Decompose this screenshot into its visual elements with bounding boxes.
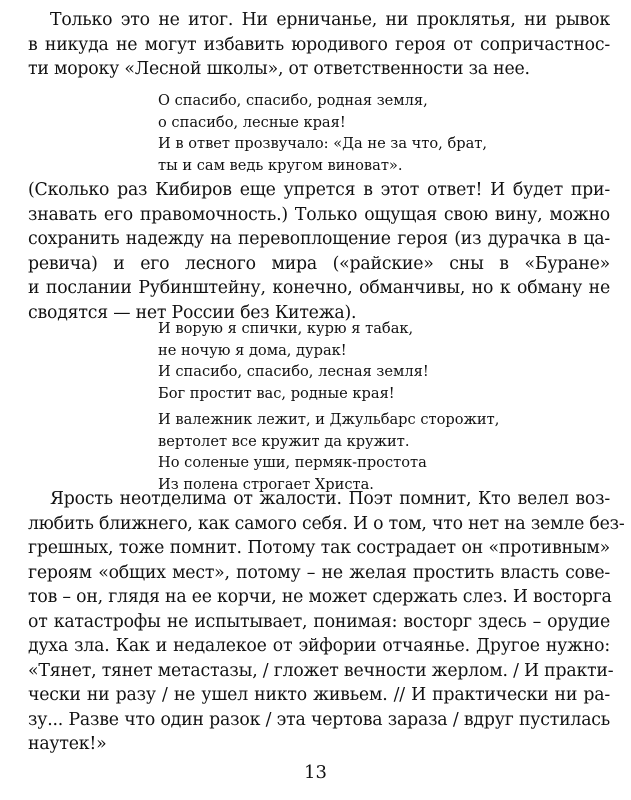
paragraph-line: грешных, тоже помнит. Потому так сострадает он «противным»: [28, 538, 610, 558]
verse-line: не ночую я дома, дурак!: [158, 341, 347, 359]
verse-line: И в ответ прозвучало: «Да не за что, брат,: [158, 135, 487, 152]
paragraph-line: «Тянет, тянет метастазы, / гложет вечности жерлом. / И практи-: [28, 660, 614, 681]
verse-quote-2: [158, 318, 429, 404]
paragraph-3: [28, 487, 625, 757]
paragraph-line: (Сколько раз Кибиров еще упрется в этот ответ! И будет при-: [28, 180, 610, 200]
verse-line: вертолет все кружит да кружит.: [158, 432, 410, 450]
paragraph-line: сохранить надежду на перевоплощение героя (из дурачка в ца-: [28, 229, 610, 249]
verse-line: И валежник лежит, и Джульбарс сторожит,: [158, 411, 500, 428]
paragraph-line: зу... Разве что один разок / эта чертова зараза / вдруг пустилась: [28, 709, 610, 730]
paragraph-line: любить ближнего, как самого себя. И о том, что нет на земле без-: [28, 513, 625, 534]
paragraph-line: сводятся — нет России без Китежа).: [28, 302, 357, 323]
paragraph-line: героям «общих мест», потому – не желая простить власть сове-: [28, 562, 610, 583]
paragraph-line: ти мороку «Лесной школы», от ответственности за нее.: [28, 59, 530, 79]
paragraph-line: наутек!»: [28, 734, 107, 754]
verse-line: Из полена строгает Христа.: [158, 475, 374, 493]
paragraph-line: духа зла. Как и недалекое от эйфории отчаянье. Другое нужно:: [28, 636, 610, 656]
verse-quote-2-stanza-2: [158, 409, 499, 495]
verse-line: О спасибо, спасибо, родная земля,: [158, 92, 428, 109]
paragraph-line: в никуда не могут избавить юродивого героя от сопричастнос-: [28, 34, 610, 55]
verse-line: Бог простит вас, родные края!: [158, 384, 395, 402]
paragraph-line: Ярость неотделима от жалости. Поэт помнит, Кто велел воз-: [50, 489, 610, 509]
paragraph-line: чески ни разу / не ушел никто живьем. // И практически ни ра-: [28, 685, 610, 705]
verse-line: Но соленые уши, пермяк-простота: [158, 454, 427, 471]
verse-line: ты и сам ведь кругом виноват».: [158, 156, 403, 174]
paragraph-line: от катастрофы не испытывает, понимая: восторг здесь – орудие: [28, 611, 610, 632]
verse-line: И спасибо, спасибо, лесная земля!: [158, 363, 429, 380]
page-number: 13: [304, 762, 327, 783]
verse-line: о спасибо, лесные края!: [158, 113, 346, 131]
paragraph-line: тов – он, глядя на ее корчи, не может сдержать слез. И восторга: [28, 587, 612, 607]
paragraph-line: ревича) и его лесного мира («райские» сны в «Буране»: [28, 253, 610, 274]
paragraph-line: и послании Рубинштейну, конечно, обманчивы, но к обману не: [28, 278, 610, 298]
paragraph-line: Только это не итог. Ни ерничанье, ни проклятья, ни рывок: [50, 10, 610, 30]
paragraph-line: знавать его правомочность.) Только ощущая свою вину, можно: [28, 204, 610, 225]
paragraph-2: [28, 178, 610, 325]
verse-line: И ворую я спички, курю я табак,: [158, 320, 414, 337]
verse-quote-1: [158, 90, 487, 176]
paragraph-1: [28, 8, 610, 82]
